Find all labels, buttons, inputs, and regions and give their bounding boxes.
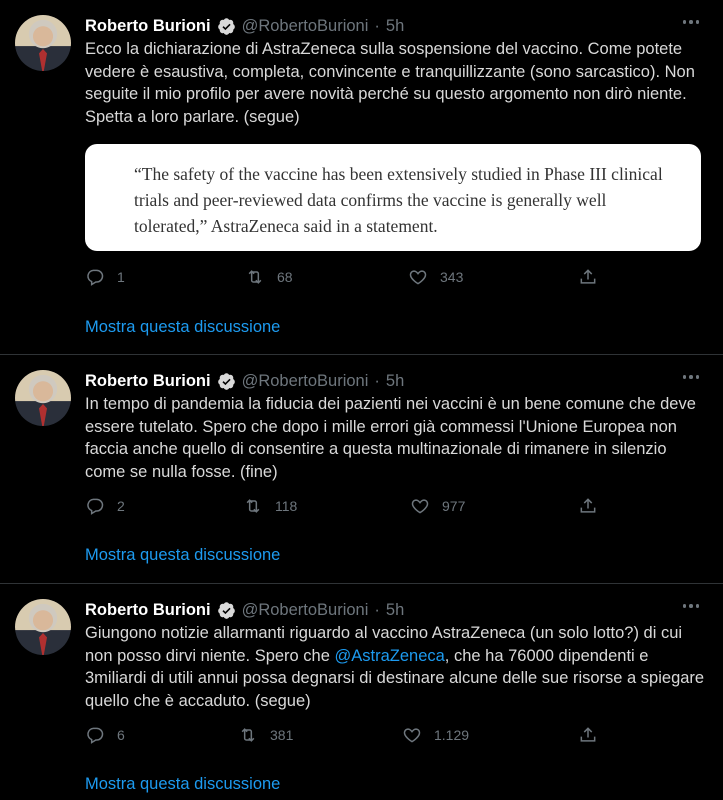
tweet[interactable] <box>0 355 723 584</box>
tweet-header <box>85 14 404 38</box>
separator-dot: · <box>374 371 380 390</box>
tweet-text-part: , che ha 76000 dipendenti e 3miliardi di utili annui possa degnarsi di destinare alcune delle sue risorse a spiegare quello che è accaduto. (segue) <box>85 646 705 710</box>
tweet-header <box>85 598 404 622</box>
avatar[interactable] <box>15 599 71 655</box>
tweet-text-part: Giungono notizie allarmanti riguardo al vaccino AstraZeneca (un solo lotto?) di cui non posso dirvi niente. Spero che <box>85 624 683 665</box>
share-icon <box>578 496 598 516</box>
retweet-count: 68 <box>277 269 293 285</box>
timestamp[interactable]: 5h <box>385 371 405 390</box>
share-button[interactable] <box>578 494 598 518</box>
separator-dot: · <box>374 16 380 35</box>
reply-icon <box>85 725 105 745</box>
share-button[interactable] <box>578 723 598 747</box>
share-button[interactable] <box>578 265 598 289</box>
tweet-actions <box>85 494 615 518</box>
author-handle[interactable]: @RobertoBurioni <box>241 600 369 619</box>
like-button[interactable] <box>410 494 465 518</box>
author-name[interactable]: Roberto Burioni <box>85 371 211 390</box>
avatar[interactable] <box>15 370 71 426</box>
share-icon <box>578 267 598 287</box>
author-handle[interactable]: @RobertoBurioni <box>241 16 369 35</box>
reply-count: 1 <box>117 269 125 285</box>
tweet-header <box>85 369 404 393</box>
like-icon <box>402 725 422 745</box>
retweet-icon <box>238 725 258 745</box>
like-icon <box>410 496 430 516</box>
reply-count: 2 <box>117 498 125 514</box>
retweet-count: 118 <box>275 498 298 514</box>
quote-image[interactable] <box>85 144 701 251</box>
tweet[interactable] <box>0 0 723 355</box>
show-thread-link[interactable]: Mostra questa discussione <box>85 546 281 564</box>
tweet-text <box>85 622 710 712</box>
retweet-button[interactable] <box>243 494 297 518</box>
verified-badge-icon <box>217 17 236 36</box>
quote-text: “The safety of the vaccine has been extensively studied in Phase III clinical trials and peer-reviewed data confirms the vaccine is generally well tolerated,” AstraZeneca said in a statement. <box>134 164 663 236</box>
like-count: 1.129 <box>434 727 470 743</box>
like-button[interactable] <box>402 723 469 747</box>
author-name[interactable]: Roberto Burioni <box>85 16 211 35</box>
like-button[interactable] <box>408 265 463 289</box>
more-icon[interactable] <box>679 12 703 32</box>
show-thread-link[interactable]: Mostra questa discussione <box>85 318 281 336</box>
reply-count: 6 <box>117 727 125 743</box>
mention-link[interactable]: @AstraZeneca <box>334 646 445 665</box>
timestamp[interactable]: 5h <box>385 16 405 35</box>
tweet-actions <box>85 265 615 289</box>
tweet-text: Ecco la dichiarazione di AstraZeneca sulla sospensione del vaccino. Come potete vedere è esaustiva, completa, convincente e tranquillizzante (sono sarcastico). Non seguite il mio profilo per avere novità perché su questo argomento non dirò niente. Spetta a loro parlare. (segue) <box>85 40 695 126</box>
tweet-text: In tempo di pandemia la fiducia dei pazienti nei vaccini è un bene comune che deve essere tutelato. Spero che dopo i mille errori già commessi l'Unione Europea non faccia anche quello di consentire a questa multinazionale di rimanere in silenzio come se nulla fosse. (fine) <box>85 395 696 481</box>
author-name[interactable]: Roberto Burioni <box>85 600 211 619</box>
avatar[interactable] <box>15 15 71 71</box>
tweet[interactable] <box>0 584 723 800</box>
tweet-actions <box>85 723 615 747</box>
show-thread-link[interactable]: Mostra questa discussione <box>85 775 281 793</box>
retweet-icon <box>245 267 265 287</box>
like-count: 343 <box>440 269 464 285</box>
separator-dot: · <box>374 600 380 619</box>
reply-button[interactable] <box>85 494 125 518</box>
more-icon[interactable] <box>679 596 703 616</box>
reply-button[interactable] <box>85 723 125 747</box>
reply-icon <box>85 496 105 516</box>
timestamp[interactable]: 5h <box>385 600 405 619</box>
author-handle[interactable]: @RobertoBurioni <box>241 371 369 390</box>
retweet-button[interactable] <box>238 723 293 747</box>
like-count: 977 <box>442 498 466 514</box>
retweet-button[interactable] <box>245 265 293 289</box>
retweet-icon <box>243 496 263 516</box>
reply-button[interactable] <box>85 265 125 289</box>
like-icon <box>408 267 428 287</box>
retweet-count: 381 <box>270 727 294 743</box>
verified-badge-icon <box>217 372 236 391</box>
verified-badge-icon <box>217 601 236 620</box>
share-icon <box>578 725 598 745</box>
reply-icon <box>85 267 105 287</box>
more-icon[interactable] <box>679 367 703 387</box>
